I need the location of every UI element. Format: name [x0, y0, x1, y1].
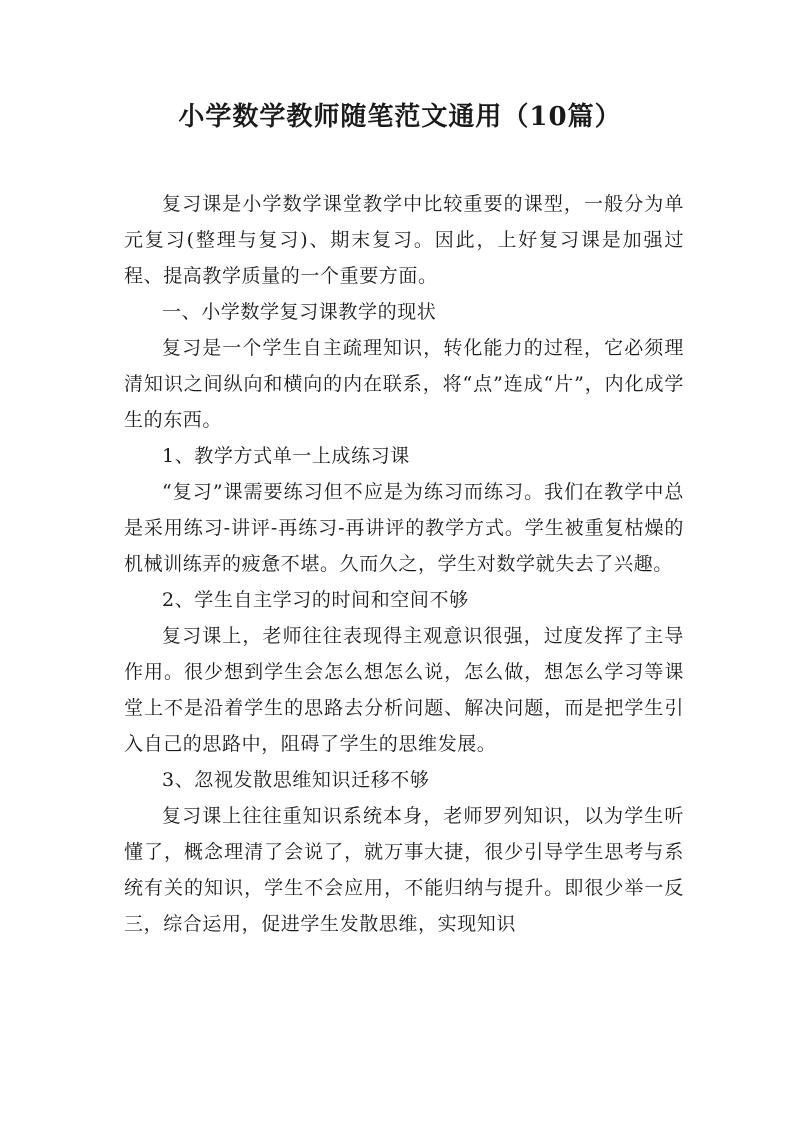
subheading-teaching-method: 1、教学方式单一上成练习课	[162, 445, 410, 467]
subheading-self-study: 2、学生自主学习的时间和空间不够	[162, 589, 469, 611]
document-body	[124, 186, 684, 942]
paragraph-intro: 复习课是小学数学课堂教学中比较重要的课型，一般分为单元复习(整理与复习)、期末复习。因此，上好复习课是加强过程、提高教学质量的一个重要方面。	[124, 193, 684, 287]
paragraph-teaching-method: “复习”课需要练习但不应是为练习而练习。我们在教学中总是采用练习-讲评-再练习-再讲评的教学方式。学生被重复枯燥的机械训练弄的疲惫不堪。久而久之，学生对数学就失去了兴趣。	[124, 481, 684, 575]
paragraph-self-study: 复习课上，老师往往表现得主观意识很强，过度发挥了主导作用。很少想到学生会怎么想怎么说，怎么做，想怎么学习等课堂上不是沿着学生的思路去分析问题、解决问题，而是把学生引入自己的思路中，阻碍了学生的思维发展。	[124, 625, 684, 755]
section-heading-status: 一、小学数学复习课教学的现状	[162, 301, 437, 323]
paragraph-review-process: 复习是一个学生自主疏理知识，转化能力的过程，它必须理清知识之间纵向和横向的内在联系，将“点”连成“片”，内化成学生的东西。	[124, 337, 684, 431]
paragraph-divergent-thinking: 复习课上往往重知识系统本身，老师罗列知识，以为学生听懂了，概念理清了会说了，就万事大捷，很少引导学生思考与系统有关的知识，学生不会应用，不能归纳与提升。即很少举一反三，综合运用，促进学生发散思维，实现知识	[124, 805, 684, 935]
document-title: 小学数学教师随笔范文通用（10篇）	[178, 102, 622, 132]
subheading-divergent-thinking: 3、忽视发散思维知识迁移不够	[162, 769, 430, 791]
